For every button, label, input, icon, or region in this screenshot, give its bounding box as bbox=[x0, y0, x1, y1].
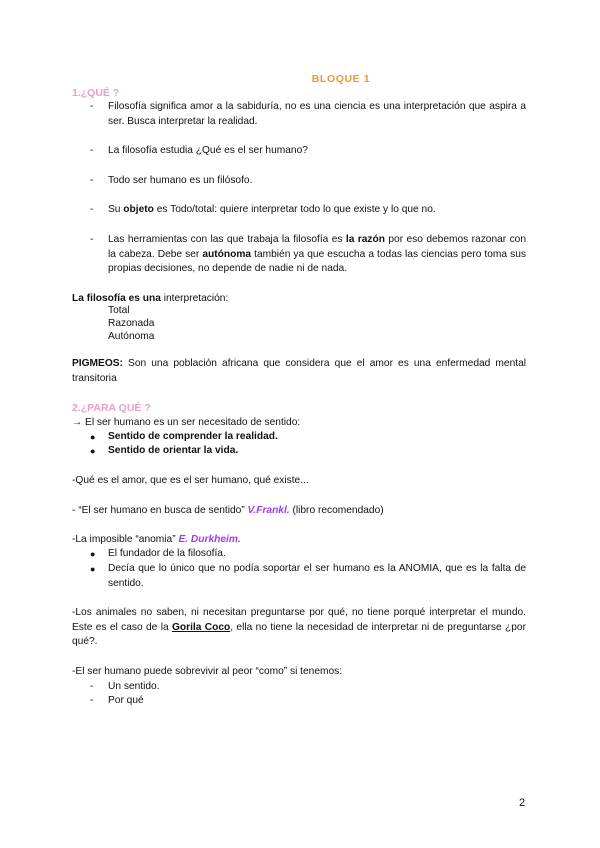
bullet-marker: ● bbox=[90, 432, 96, 442]
bullet-marker: ● bbox=[90, 564, 96, 574]
dash-marker: - bbox=[90, 204, 94, 215]
item-text: Todo ser humano es un filósofo. bbox=[108, 175, 253, 186]
list-item bbox=[90, 430, 530, 445]
anomia-item-text: Decía que lo único que no podía soportar el ser humano es la ANOMIA, que es la falta de sentido. bbox=[108, 563, 526, 589]
interpretation-item: Autónoma bbox=[108, 331, 155, 342]
dash-marker: - bbox=[90, 145, 94, 156]
item-text: Su objeto es Todo/total: quiere interpretar todo lo que existe y lo que no. bbox=[108, 204, 436, 215]
interpretation-line: La filosofía es una interpretación: bbox=[72, 293, 229, 304]
list-item bbox=[90, 680, 526, 695]
item-text: La filosofía estudia ¿Qué es el ser humano? bbox=[108, 145, 308, 156]
page-number: 2 bbox=[519, 797, 526, 809]
dash-marker: - bbox=[90, 175, 94, 186]
list-item bbox=[90, 694, 526, 709]
section2-intro: → El ser humano es un ser necesitado de sentido: bbox=[72, 417, 301, 428]
interpretation-item: Total bbox=[108, 305, 130, 316]
list-item bbox=[90, 233, 526, 277]
bullet-marker: ● bbox=[90, 446, 96, 456]
section1-heading: 1.¿QUÉ ? bbox=[72, 87, 120, 99]
dash-marker: - bbox=[90, 681, 94, 692]
list-item bbox=[90, 203, 526, 218]
list-item bbox=[90, 174, 526, 189]
dash-marker: - bbox=[90, 695, 94, 706]
dash-marker: - bbox=[90, 234, 94, 245]
need-text: Sentido de comprender la realidad. bbox=[108, 431, 278, 442]
dash-marker: - bbox=[90, 101, 94, 112]
anomia-item-text: El fundador de la filosofía. bbox=[108, 548, 226, 559]
pigmeos-paragraph: PIGMEOS: Son una población africana que considera que el amor es una enfermedad mental transitoria bbox=[72, 358, 526, 384]
item-text: Las herramientas con las que trabaja la filosofía es la razón por eso debemos razonar con la cabeza. Debe ser autónoma también ya que escucha a todas las ciencias pero toma sus propias decisiones, no depende de nadie ni de nada. bbox=[108, 234, 527, 274]
need-text: Sentido de orientar la vida. bbox=[108, 445, 239, 456]
list-item bbox=[90, 547, 526, 562]
item-text: Por qué bbox=[108, 695, 144, 706]
interpretation-item: Razonada bbox=[108, 318, 155, 329]
animals-paragraph: -Los animales no saben, ni necesitan preguntarse por qué, no tiene porqué interpretar el mundo. Este es el caso de la Gorila Coco, ella no tiene la necesidad de interpretar ni de preguntarse ¿por qué?. bbox=[72, 607, 526, 647]
page-title: BLOQUE 1 bbox=[311, 73, 371, 85]
book-line: - “El ser humano en busca de sentido” V.Frankl. (libro recomendado) bbox=[72, 505, 384, 516]
item-text: Filosofía significa amor a la sabiduría, no es una ciencia es una interpretación que aspira a ser. Busca interpretar la realidad. bbox=[108, 101, 526, 127]
anomia-line: -La imposible “anomia” E. Durkheim. bbox=[72, 534, 241, 545]
list-item bbox=[90, 100, 526, 129]
questions-line: -Qué es el amor, que es el ser humano, qué existe... bbox=[72, 475, 309, 486]
list-item bbox=[90, 144, 526, 159]
bullet-marker: ● bbox=[90, 549, 96, 559]
list-item bbox=[90, 562, 526, 591]
survive-line: -El ser humano puede sobrevivir al peor “como” si tenemos: bbox=[72, 666, 343, 677]
section2-heading: 2.¿PARA QUÉ ? bbox=[72, 402, 151, 414]
item-text: Un sentido. bbox=[108, 681, 160, 692]
list-item bbox=[90, 444, 530, 459]
